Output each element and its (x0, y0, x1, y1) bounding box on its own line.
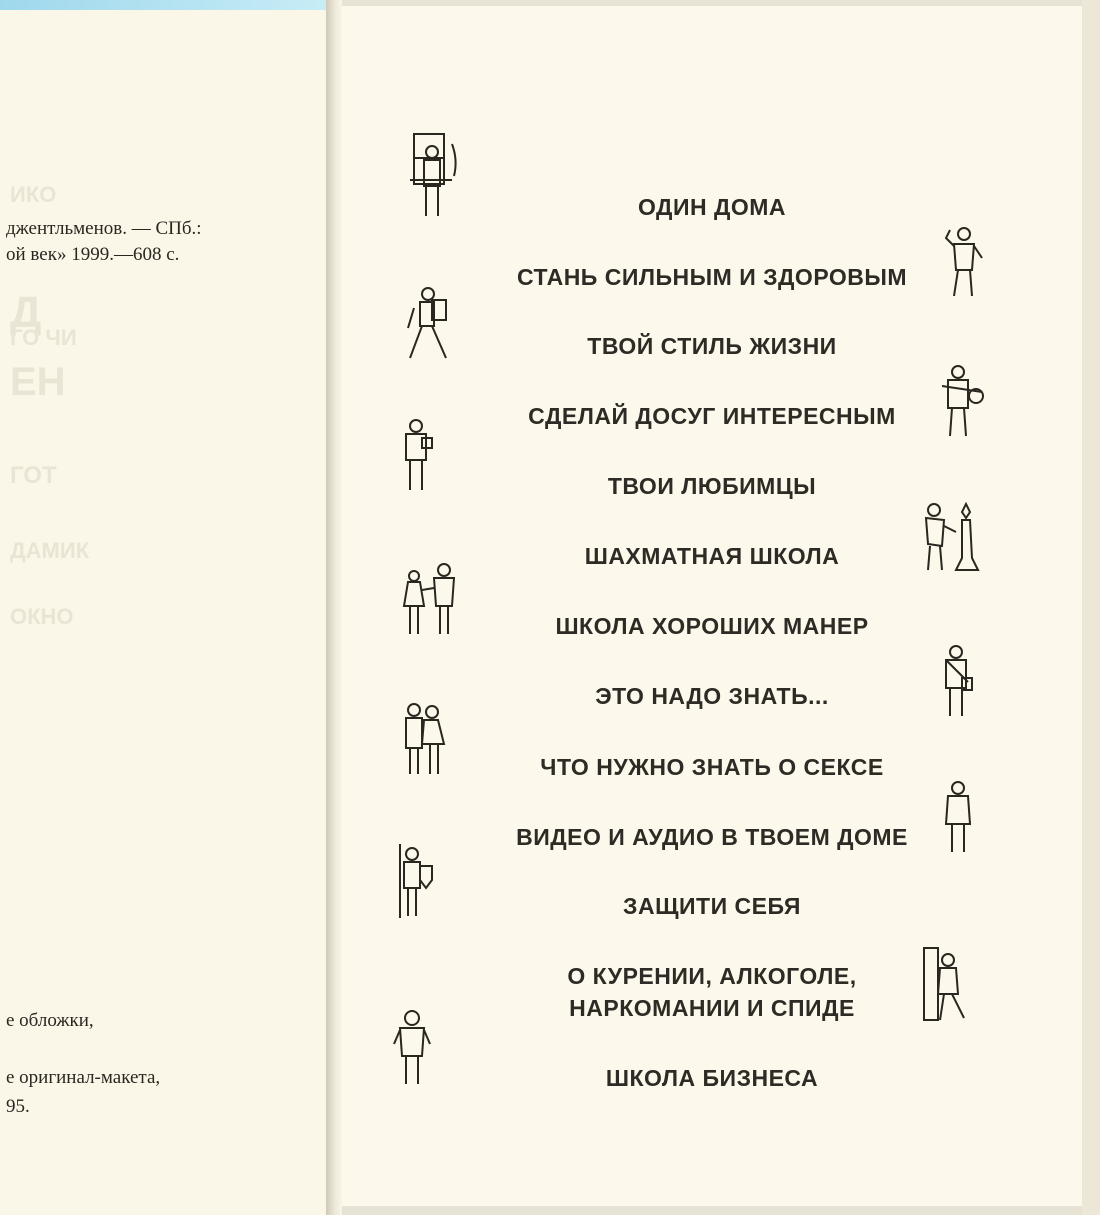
right-page-edge (1082, 0, 1100, 1215)
left-page (0, 0, 327, 1215)
ghost-text: ГО ЧИ (10, 325, 77, 350)
chapter-title: ЗАЩИТИ СЕБЯ (623, 893, 801, 919)
imprint-line: е оригинал-макета, (6, 1067, 161, 1088)
imprint-line: джентльменов. — СПб.: (6, 218, 202, 239)
chapter-title: НАРКОМАНИИ И СПИДЕ (569, 995, 855, 1021)
book-gutter (326, 0, 342, 1215)
boy-with-chess-piece-icon (916, 498, 982, 578)
hiker-with-backpack-icon (404, 284, 460, 364)
ghost-text: ДАМИК (10, 538, 90, 563)
chapter-title: СДЕЛАЙ ДОСУГ ИНТЕРЕСНЫМ (528, 403, 896, 429)
ghost-text: ИКО (10, 182, 57, 207)
boy-at-window-icon (408, 130, 464, 222)
ghost-text: ОКНО (10, 604, 74, 629)
couple-embracing-icon (398, 698, 452, 780)
imprint-line: 95. (6, 1096, 30, 1117)
chapter-title: ВИДЕО И АУДИО В ТВОЕМ ДОМЕ (516, 824, 908, 850)
contents-page (342, 6, 1083, 1206)
ghost-text: Д (10, 288, 42, 337)
chapter-title: ТВОЙ СТИЛЬ ЖИЗНИ (587, 333, 837, 359)
imprint-line: е обложки, (6, 1010, 94, 1031)
boy-back-view-icon (392, 1008, 432, 1088)
couple-icon (400, 560, 466, 640)
imprint-line: ой век» 1999.—608 с. (6, 244, 180, 265)
chapter-title: ШАХМАТНАЯ ШКОЛА (584, 543, 840, 569)
chapter-title: ОДИН ДОМА (637, 194, 787, 220)
boy-standing-icon (942, 778, 978, 858)
cover-edge (0, 0, 326, 10)
ghost-text: ГОТ (10, 462, 57, 489)
boy-flexing-icon (940, 224, 986, 302)
chapter-title: ШКОЛА ХОРОШИХ МАНЕР (555, 613, 869, 639)
chapter-title: ТВОИ ЛЮБИМЦЫ (607, 473, 817, 499)
boy-with-guitar-icon (938, 362, 988, 442)
boy-at-door-icon (920, 944, 976, 1024)
chapter-title: СТАНЬ СИЛЬНЫМ И ЗДОРОВЫМ (516, 264, 908, 290)
chapter-title: ЭТО НАДО ЗНАТЬ... (595, 683, 829, 709)
boy-holding-object-icon (400, 416, 436, 496)
ghost-text: ЕН (10, 360, 66, 404)
boy-with-bag-icon (938, 642, 978, 722)
chapter-title: ШКОЛА БИЗНЕСА (605, 1065, 819, 1091)
chapter-title: О КУРЕНИИ, АЛКОГОЛЕ, (567, 963, 857, 989)
chapter-title: ЧТО НУЖНО ЗНАТЬ О СЕКСЕ (540, 754, 884, 780)
knight-with-shield-icon (392, 840, 442, 922)
